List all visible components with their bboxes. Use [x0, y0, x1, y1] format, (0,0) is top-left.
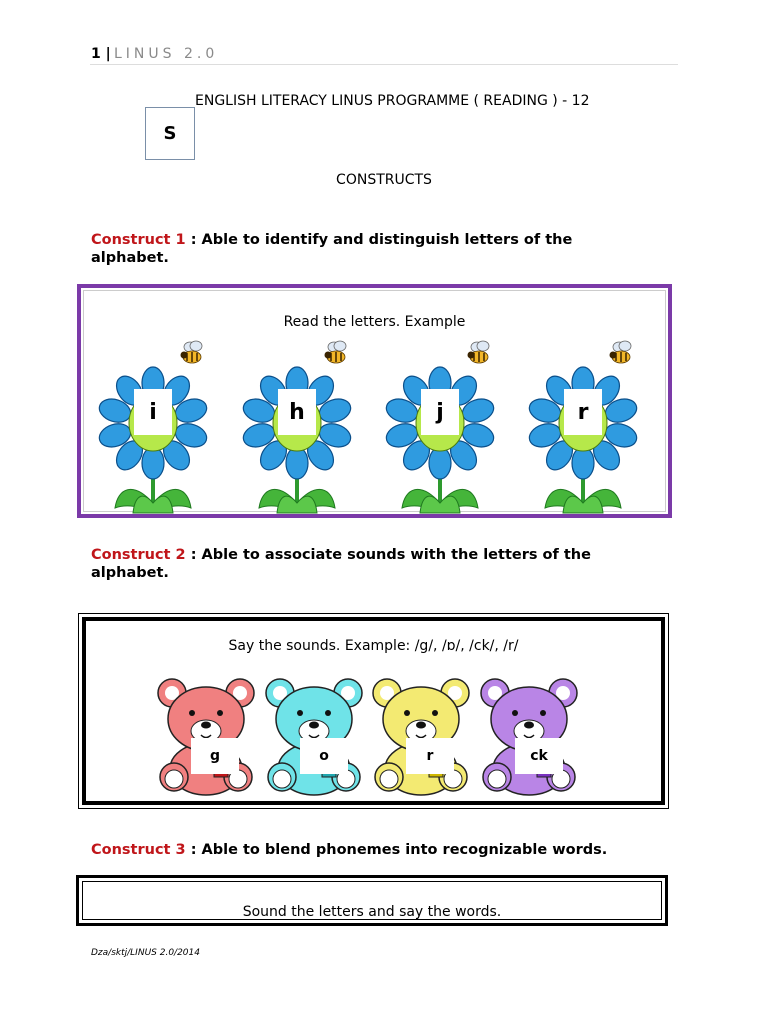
construct-3 [91, 841, 651, 859]
flower-letter-2: h [278, 389, 316, 435]
sounds-instruction: Say the sounds. Example: /g/, /ɒ/, /ck/, /r/ [228, 638, 519, 654]
construct-3-text: : Able to blend phonemes into recognizable words. [185, 842, 608, 858]
blending-instruction: Sound the letters and say the words. [242, 904, 502, 920]
construct-1 [91, 231, 651, 267]
page-number: 1 | [91, 46, 111, 62]
blending-exercise-box [76, 875, 668, 926]
running-title: LINUS 2.0 [114, 46, 219, 62]
letters-instruction: Read the letters. Example [283, 314, 466, 330]
sounds-exercise-box [78, 613, 669, 809]
construct-3-label: Construct 3 [91, 842, 186, 858]
page-subtitle: CONSTRUCTS [336, 172, 432, 188]
header-rule [90, 64, 678, 65]
teddy-bear-3 [373, 679, 469, 795]
construct-1-label: Construct 1 [91, 232, 186, 248]
construct-2 [91, 546, 651, 582]
bear-letter-2: o [300, 738, 348, 774]
flower-letter-4: r [564, 389, 602, 435]
page-title: ENGLISH LITERACY LINUS PROGRAMME ( READING ) - 12 [195, 93, 590, 109]
flower-letter-1: i [134, 389, 172, 435]
bee-icon [325, 341, 347, 363]
title-letter-box: S [145, 107, 195, 160]
construct-1-text: : Able to identify and distinguish letters of the alphabet. [91, 232, 573, 266]
construct-2-text: : Able to associate sounds with the letters of the alphabet. [91, 547, 591, 581]
bears-illustration [86, 621, 663, 803]
bee-icon [468, 341, 490, 363]
bear-letter-1: g [191, 738, 239, 774]
teddy-bear-1 [158, 679, 254, 795]
teddy-bear-4 [481, 679, 577, 795]
footer-reference: Dza/sktj/LINUS 2.0/2014 [91, 948, 200, 958]
teddy-bear-2 [266, 679, 362, 795]
letters-exercise-box [77, 284, 672, 518]
construct-2-label: Construct 2 [91, 547, 186, 563]
bee-icon [181, 341, 203, 363]
bee-icon [610, 341, 632, 363]
flower-letter-3: j [421, 389, 459, 435]
bear-letter-3: r [406, 738, 454, 774]
bear-letter-4: ck [515, 738, 563, 774]
